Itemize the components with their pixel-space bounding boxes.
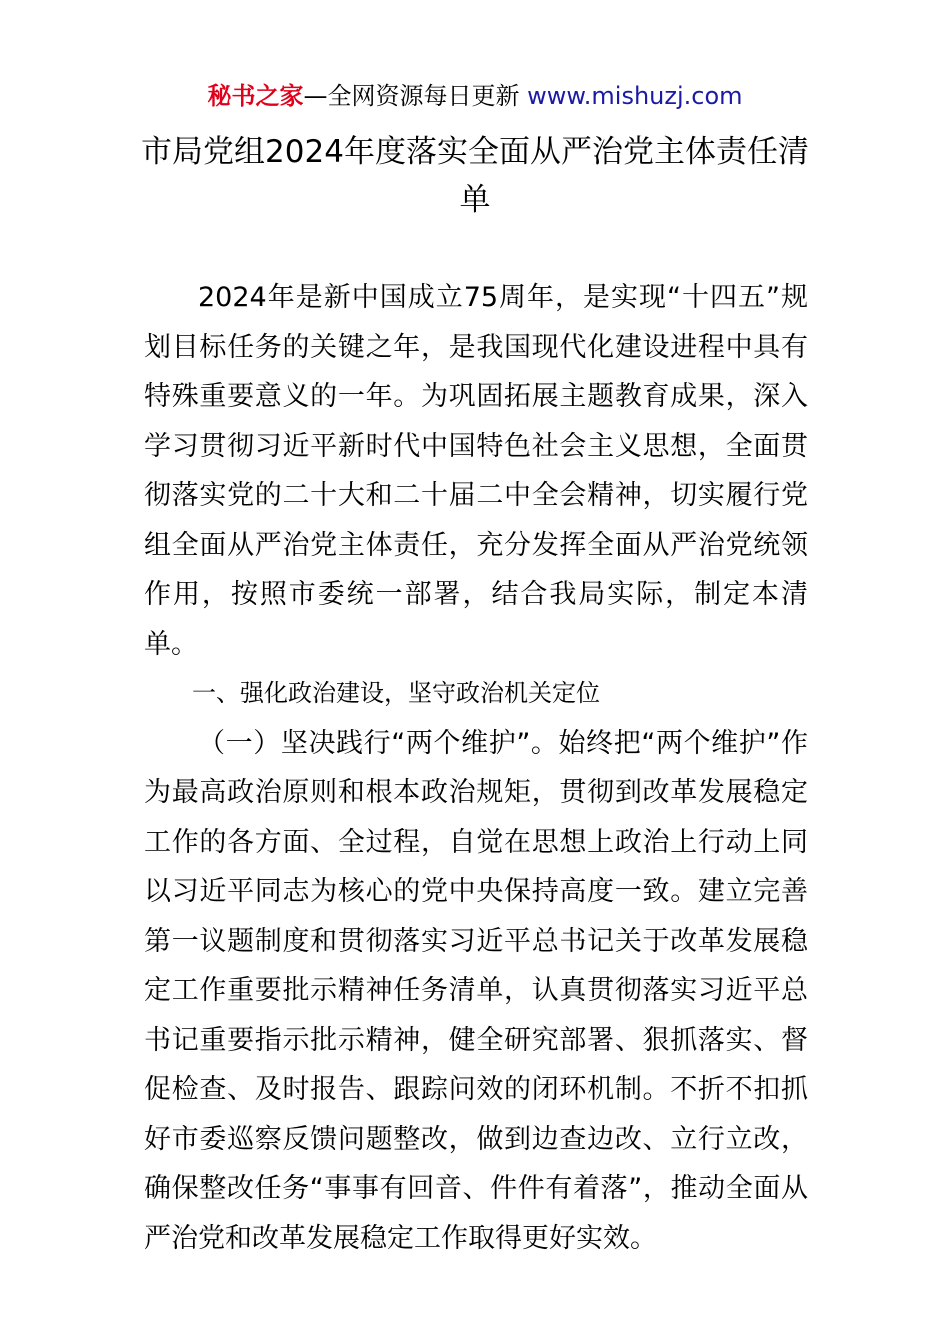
section-heading: 一、强化政治建设，坚守政治机关定位 <box>192 679 600 707</box>
header-tagline: —全网资源每日更新 <box>303 82 520 110</box>
site-url-link[interactable]: www.mishuzj.com <box>527 82 743 110</box>
site-header <box>0 80 950 112</box>
item-paragraph: （一）坚决践行“两个维护”。始终把“两个维护”作为最高政治原则和根本政治规矩，贯彻到改革发展稳定工作的各方面、全过程，自觉在思想上政治上行动上同以习近平同志为核心的党中央保持高度一致。建立完善第一议题制度和贯彻落实习近平总书记关于改革发展稳定工作重要批示精神任务清单，认真贯彻落实习近平总书记重要指示批示精神，健全研究部署、狠抓落实、督促检查、及时报告、跟踪问效的闭环机制。不折不扣抓好市委巡察反馈问题整改，做到边查边改、立行立改，确保整改任务“事事有回音、件件有着落”，推动全面从严治党和改革发展稳定工作取得更好实效。 <box>144 727 808 1254</box>
intro-paragraph: 2024年是新中国成立75周年，是实现“十四五”规划目标任务的关键之年，是我国现代化建设进程中具有特殊重要意义的一年。为巩固拓展主题教育成果，深入学习贯彻习近平新时代中国特色社会主义思想，全面贯彻落实党的二十大和二十届二中全会精神，切实履行党组全面从严治党主体责任，充分发挥全面从严治党统领作用，按照市委统一部署，结合我局实际，制定本清单。 <box>144 282 808 660</box>
brand-name: 秘书之家 <box>207 82 304 110</box>
document-body <box>144 273 808 1263</box>
document-title: 市局党组2024年度落实全面从严治党主体责任清单 <box>141 134 809 218</box>
